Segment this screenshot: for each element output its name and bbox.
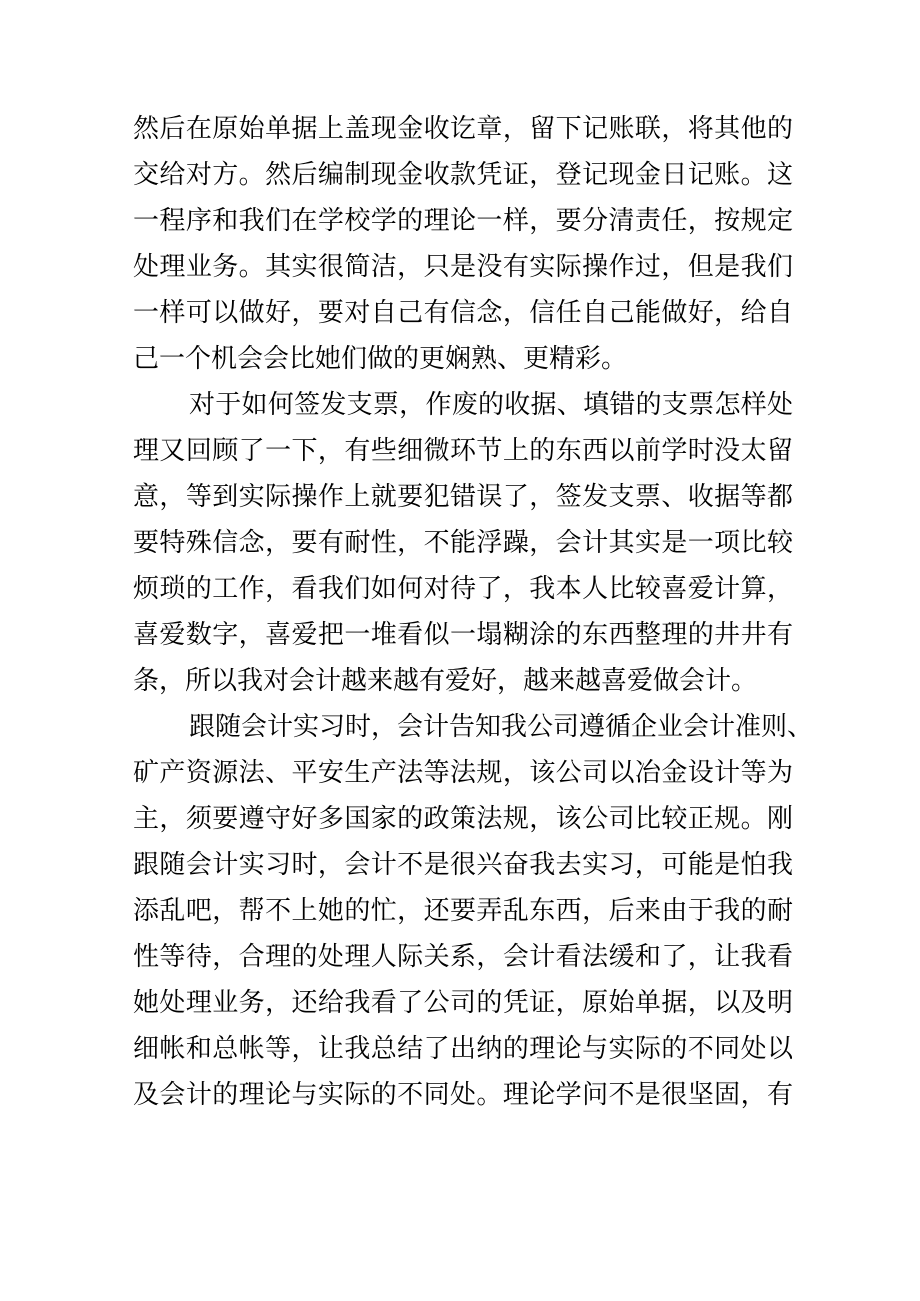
paragraph <box>133 106 793 382</box>
text-line: 矿产资源法、平安生产法等法规，该公司以冶金设计等为 <box>133 758 793 788</box>
text-line: 她处理业务，还给我看了公司的凭证，原始单据，以及明 <box>133 988 793 1018</box>
text-line: 对于如何签发支票，作废的收据、填错的支票怎样处 <box>189 390 793 420</box>
text-line: 一程序和我们在学校学的理论一样，要分清责任，按规定 <box>133 206 793 236</box>
text-line: 己一个机会会比她们做的更娴熟、更精彩。 <box>133 344 628 374</box>
text-line: 一样可以做好，要对自己有信念，信任自己能做好，给自 <box>133 298 793 328</box>
text-line: 然后在原始单据上盖现金收讫章，留下记账联，将其他的 <box>133 114 793 144</box>
text-line: 条，所以我对会计越来越有爱好，越来越喜爱做会计。 <box>133 666 758 696</box>
text-line: 细帐和总帐等，让我总结了出纳的理论与实际的不同处以 <box>133 1034 793 1064</box>
text-line: 交给对方。然后编制现金收款凭证，登记现金日记账。这 <box>133 160 793 190</box>
text-line: 跟随会计实习时，会计告知我公司遵循企业会计准则、 <box>189 712 814 742</box>
text-line: 主，须要遵守好多国家的政策法规，该公司比较正规。刚 <box>133 804 793 834</box>
text-line: 及会计的理论与实际的不同处。理论学问不是很坚固，有 <box>133 1080 793 1110</box>
text-line: 意，等到实际操作上就要犯错误了，签发支票、收据等都 <box>133 482 793 512</box>
text-line: 处理业务。其实很简洁，只是没有实际操作过，但是我们 <box>133 252 793 282</box>
paragraph <box>133 704 814 1118</box>
document-body <box>133 106 814 1118</box>
text-line: 喜爱数字，喜爱把一堆看似一塌糊涂的东西整理的井井有 <box>133 620 793 650</box>
text-line: 要特殊信念，要有耐性，不能浮躁，会计其实是一项比较 <box>133 528 793 558</box>
paragraph <box>133 382 793 704</box>
text-line: 烦琐的工作，看我们如何对待了，我本人比较喜爱计算， <box>133 574 793 604</box>
text-line: 理又回顾了一下，有些细微环节上的东西以前学时没太留 <box>133 436 793 466</box>
text-line: 跟随会计实习时，会计不是很兴奋我去实习，可能是怕我 <box>133 850 793 880</box>
text-line: 性等待，合理的处理人际关系，会计看法缓和了，让我看 <box>133 942 793 972</box>
text-line: 添乱吧，帮不上她的忙，还要弄乱东西，后来由于我的耐 <box>133 896 793 926</box>
